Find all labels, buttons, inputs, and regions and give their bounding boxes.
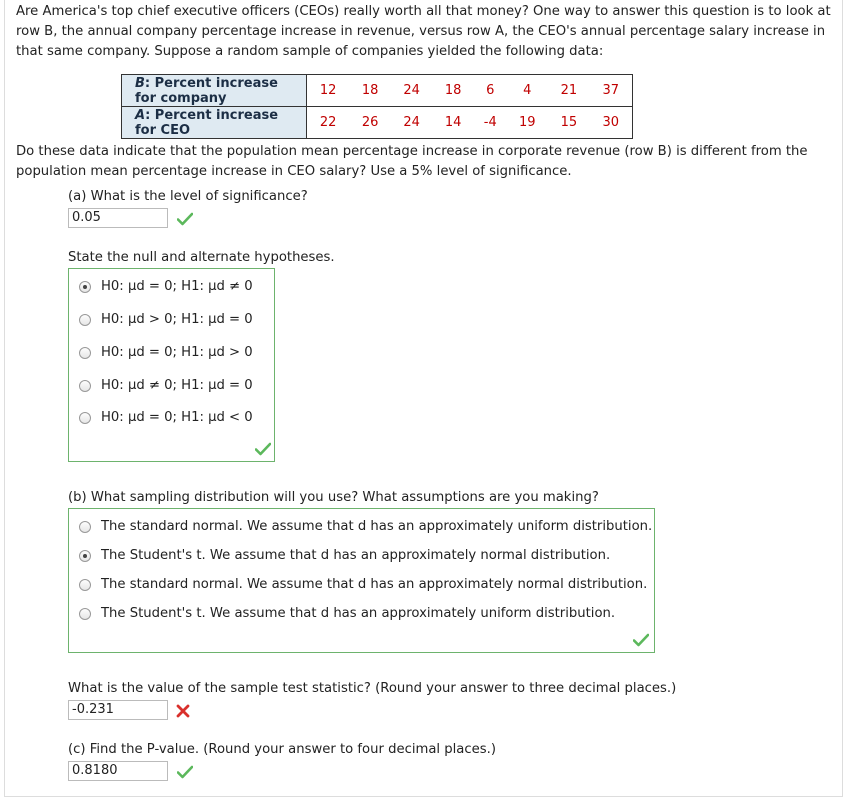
question-paragraph: [16, 142, 836, 182]
x-icon: [176, 704, 190, 718]
table-cell: 26: [361, 115, 379, 130]
table-cell: 37: [590, 75, 633, 107]
part-c-prompt: (c) Find the P-value. (Round your answer to four decimal places.): [68, 742, 496, 757]
hypotheses-prompt: State the null and alternate hypotheses.: [68, 250, 335, 265]
table-cell: 24: [391, 75, 433, 107]
table-cell: 12: [307, 75, 350, 107]
part-a-prompt: (a) What is the level of significance?: [68, 189, 308, 204]
hypothesis-label: H0: μd = 0; H1: μd > 0: [101, 345, 253, 360]
radio-button-selected[interactable]: [79, 281, 91, 293]
table-cell: 24: [403, 115, 420, 130]
question-text: Do these data indicate that the population mean percentage increase in corporate revenue (row B) is different from the population mean percentage increase in CEO salary? Use a 5% level of significance.: [16, 144, 808, 179]
table-cell: 18: [349, 75, 391, 107]
table-cell: 14: [444, 115, 462, 130]
hypothesis-option[interactable]: [79, 409, 253, 427]
radio-button[interactable]: [79, 380, 91, 392]
row-b-label: B: Percent increase for company: [122, 75, 307, 107]
hypothesis-option[interactable]: [79, 311, 253, 329]
table-cell: 21: [548, 75, 590, 107]
test-statistic-input[interactable]: -0.231: [68, 700, 168, 720]
hypotheses-option-box: [68, 268, 275, 462]
significance-input[interactable]: 0.05: [68, 208, 168, 228]
hypothesis-label: H0: μd = 0; H1: μd < 0: [101, 410, 253, 425]
distribution-option[interactable]: [79, 605, 615, 623]
radio-button[interactable]: [79, 579, 91, 591]
table-cell: 30: [602, 115, 620, 130]
table-cell: 15: [560, 115, 578, 130]
distribution-option[interactable]: [79, 518, 652, 536]
hypothesis-label: H0: μd = 0; H1: μd ≠ 0: [101, 279, 253, 294]
hypothesis-label: H0: μd ≠ 0; H1: μd = 0: [101, 378, 253, 393]
check-icon: [255, 442, 271, 456]
distribution-option[interactable]: [79, 547, 610, 565]
radio-button[interactable]: [79, 314, 91, 326]
table-cell: -4: [483, 115, 497, 130]
data-table: [121, 74, 633, 139]
table-cell: 22: [319, 115, 337, 130]
table-row-b: [122, 75, 633, 107]
table-cell: 19: [519, 115, 536, 130]
table-cell: 6: [474, 75, 507, 107]
table-cell: 4: [507, 75, 549, 107]
row-a-label: A: Percent increase for CEO: [122, 107, 307, 139]
distribution-label: The standard normal. We assume that d has an approximately uniform distribution.: [101, 519, 653, 534]
intro-paragraph: [16, 2, 836, 62]
distribution-label: The Student's t. We assume that d has an approximately normal distribution.: [101, 548, 611, 563]
test-statistic-prompt: What is the value of the sample test statistic? (Round your answer to three decimal places.): [68, 681, 677, 696]
radio-button[interactable]: [79, 412, 91, 424]
radio-button[interactable]: [79, 521, 91, 533]
table-row-a: [122, 107, 633, 139]
hypothesis-option[interactable]: [79, 377, 253, 395]
intro-text: Are America's top chief executive officers (CEOs) really worth all that money? One way to answer this question is to look at row B, the annual company percentage increase in revenue, versus row A, the CEO's annual percentage salary increase in that same company. Suppose a random sample of companies yielded the following data:: [16, 4, 831, 59]
check-icon: [177, 765, 193, 779]
part-b-prompt: (b) What sampling distribution will you use? What assumptions are you making?: [68, 490, 599, 505]
distribution-option[interactable]: [79, 576, 647, 594]
check-icon: [633, 633, 649, 647]
radio-button[interactable]: [79, 608, 91, 620]
distribution-option-box: [68, 508, 655, 653]
radio-button[interactable]: [79, 347, 91, 359]
hypothesis-label: H0: μd > 0; H1: μd = 0: [101, 312, 253, 327]
hypothesis-option[interactable]: [79, 344, 253, 362]
distribution-label: The Student's t. We assume that d has an approximately uniform distribution.: [101, 606, 616, 621]
p-value-input[interactable]: 0.8180: [68, 761, 168, 781]
check-icon: [177, 212, 193, 226]
table-cell: 18: [432, 75, 474, 107]
distribution-label: The standard normal. We assume that d has an approximately normal distribution.: [101, 577, 648, 592]
radio-button-selected[interactable]: [79, 550, 91, 562]
hypothesis-option[interactable]: [79, 278, 253, 296]
